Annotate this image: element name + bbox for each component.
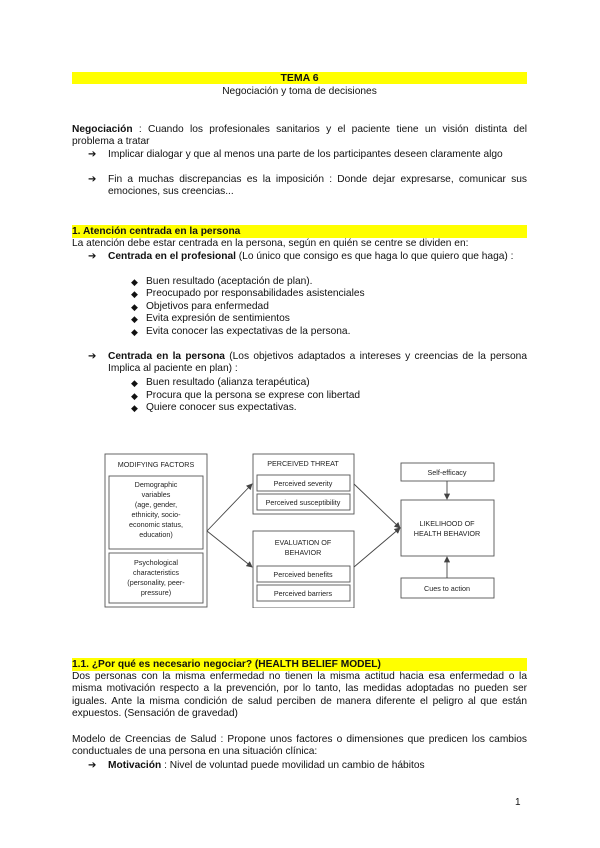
arrow-icon: ➔ [88, 174, 97, 185]
svg-text:ethnicity, socio-: ethnicity, socio- [131, 510, 181, 519]
diamond-icon: ◆ [131, 277, 138, 287]
list-item: ➔ Implicar dialogar y que al menos una parte de los participantes deseen claramente algo [88, 149, 503, 160]
list-item: ◆ Procura que la persona se exprese con libertad [131, 390, 361, 401]
arrow-icon: ➔ [88, 760, 97, 771]
arrow-connector [354, 484, 400, 528]
list-item: ◆ Evita conocer las expectativas de la persona. [131, 326, 351, 337]
svg-text:Self-efficacy: Self-efficacy [427, 468, 467, 477]
modifying-factors-title: MODIFYING FACTORS [117, 460, 195, 469]
svg-text:(personality, peer-: (personality, peer- [127, 578, 185, 587]
likelihood-box [401, 500, 494, 556]
diamond-icon: ◆ [131, 403, 138, 413]
health-belief-diagram [104, 453, 499, 608]
diamond-icon: ◆ [131, 289, 138, 299]
svg-text:variables: variables [141, 490, 171, 499]
section-heading: 1.1. ¿Por qué es necesario negociar? (HEALTH BELIEF MODEL) [72, 658, 527, 671]
arrow-connector [207, 531, 252, 567]
section-heading: 1. Atención centrada en la persona [72, 225, 527, 238]
page-number: 1 [515, 797, 521, 808]
svg-text:Cues to action: Cues to action [424, 584, 470, 593]
diamond-icon: ◆ [131, 302, 138, 312]
list-item: ➔ Centrada en el profesional (Lo único que consigo es que haga lo que quiero que haga) : [88, 251, 514, 262]
list-item: ◆ Objetivos para enfermedad [131, 301, 269, 312]
diamond-icon: ◆ [131, 378, 138, 388]
arrow-icon: ➔ [88, 149, 97, 160]
svg-text:HEALTH BEHAVIOR: HEALTH BEHAVIOR [413, 529, 481, 538]
svg-text:Perceived severity: Perceived severity [273, 479, 333, 488]
list-item: ➔ Centrada en la persona (Los objetivos adaptados a intereses y creencias de la persona Implica al paciente en plan) : [88, 351, 527, 375]
page-title: TEMA 6 [280, 72, 319, 84]
svg-text:LIKELIHOOD OF: LIKELIHOOD OF [419, 519, 475, 528]
arrow-icon: ➔ [88, 251, 97, 262]
section-paragraph: Dos personas con la misma enfermedad no tienen la misma actitud hacia esa enfermedad o la misma motivación respecto a la prevención, por lo tanto, las medidas adoptadas no pueden ser iguales. Ante la misma condición de salud perciben de manera diferente el peligro al que están expuestos. (Sensación de gravedad) [72, 671, 527, 720]
perceived-threat-title: PERCEIVED THREAT [267, 459, 339, 468]
list-item: ➔ Fin a muchas discrepancias es la imposición : Donde dejar expresarse, comunicar sus emociones, sus creencias... [88, 174, 527, 198]
svg-text:EVALUATION OF: EVALUATION OF [274, 538, 332, 547]
svg-text:economic status,: economic status, [129, 520, 183, 529]
list-item: ➔ Motivación : Nivel de voluntad puede movilidad un cambio de hábitos [88, 760, 425, 771]
arrow-connector [207, 484, 252, 531]
svg-text:Perceived benefits: Perceived benefits [273, 570, 333, 579]
negociacion-term: Negociación [72, 124, 133, 135]
svg-text:Perceived susceptibility: Perceived susceptibility [265, 498, 341, 507]
list-item: ◆ Buen resultado (alianza terapéutica) [131, 377, 310, 388]
svg-text:pressure): pressure) [140, 588, 172, 597]
svg-text:(age, gender,: (age, gender, [134, 500, 178, 509]
negociacion-text: : Cuando los profesionales sanitarios y el paciente tiene un visión distinta del problema a tratar [72, 124, 527, 148]
svg-text:characteristics: characteristics [133, 568, 179, 577]
list-item: ◆ Preocupado por responsabilidades asistenciales [131, 288, 365, 299]
svg-text:Perceived barriers: Perceived barriers [273, 589, 333, 598]
page-subtitle: Negociación y toma de decisiones [222, 86, 377, 97]
title-bar [72, 72, 527, 84]
svg-text:Demographic: Demographic [134, 480, 178, 489]
arrow-icon: ➔ [88, 351, 97, 362]
section-intro: La atención debe estar centrada en la persona, según en quién se centre se dividen en: [72, 238, 469, 249]
diamond-icon: ◆ [131, 391, 138, 401]
svg-text:Psychological: Psychological [134, 558, 178, 567]
svg-text:education): education) [139, 530, 173, 539]
arrow-connector [354, 528, 400, 567]
list-item: ◆ Quiere conocer sus expectativas. [131, 402, 297, 413]
negociacion-definition [72, 124, 527, 149]
diamond-icon: ◆ [131, 327, 138, 337]
modelo-paragraph: Modelo de Creencias de Salud : Propone unos factores o dimensiones que predicen los cambios conductuales de una persona en una situación clínica: [72, 734, 527, 758]
list-item: ◆ Evita expresión de sentimientos [131, 313, 290, 324]
list-item: ◆ Buen resultado (aceptación de plan). [131, 276, 313, 287]
svg-text:BEHAVIOR: BEHAVIOR [284, 548, 322, 557]
diamond-icon: ◆ [131, 314, 138, 324]
